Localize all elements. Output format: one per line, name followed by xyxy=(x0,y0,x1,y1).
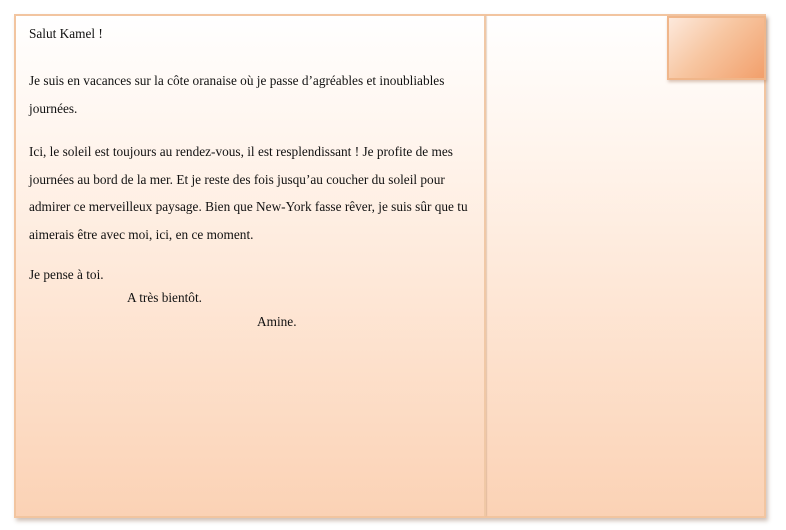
stamp-placeholder xyxy=(667,16,766,80)
greeting: Salut Kamel ! xyxy=(29,26,103,41)
postcard xyxy=(14,14,766,518)
message-paragraph-1: Je suis en vacances sur la côte oranaise où je passe d’agréables et inoubliables journées. xyxy=(29,73,445,116)
signature: Amine. xyxy=(257,314,297,329)
closing-line-1: Je pense à toi. xyxy=(29,267,104,282)
message-area xyxy=(29,24,475,334)
center-divider xyxy=(484,16,486,516)
closing-line-2: A très bientôt. xyxy=(127,290,202,305)
message-paragraph-2: Ici, le soleil est toujours au rendez-vous, il est resplendissant ! Je profite de mes journées au bord de la mer. Et je reste des fois jusqu’au coucher du soleil pour admirer ce merveilleux paysage. Bien que New-York fasse rêver, je suis sûr que tu aimerais être avec moi, ici, en ce moment. xyxy=(29,144,468,242)
